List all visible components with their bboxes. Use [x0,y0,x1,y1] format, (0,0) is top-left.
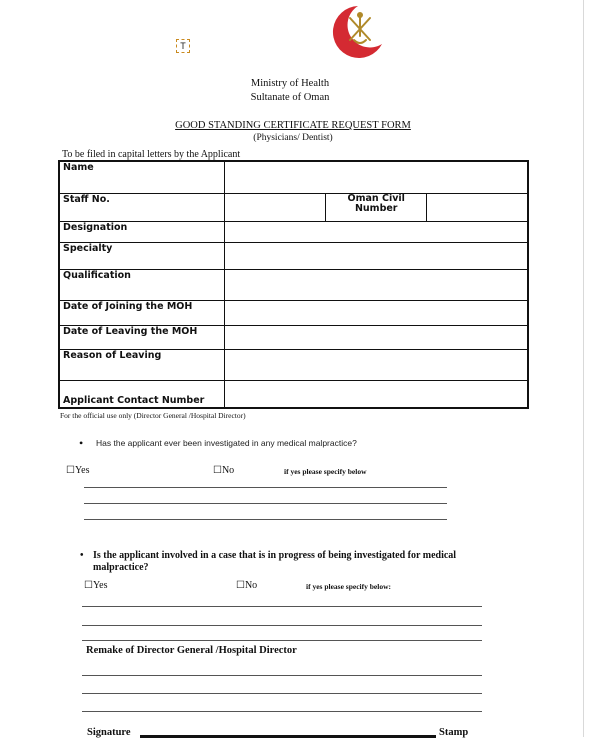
applicant-info-table [58,160,529,409]
designation-field[interactable] [225,221,529,242]
specialty-label: Specialty [59,242,225,269]
contact-number-label: Applicant Contact Number [59,380,225,408]
q1-answer-line-3[interactable] [84,519,447,520]
name-label: Name [59,161,225,193]
q2-text: Is the applicant involved in a case that is in progress of being investigated for medical malpractice? [93,550,457,573]
civil-number-label: Oman Civil Number [326,193,427,221]
name-field[interactable] [225,161,529,193]
staff-no-field[interactable] [225,193,326,221]
reason-leaving-field[interactable] [225,349,529,380]
text-box-marker[interactable]: T [176,39,190,53]
form-subtitle: (Physicians/ Dentist) [253,133,333,143]
date-leaving-label: Date of Leaving the MOH [59,325,225,349]
q2-answer-line-2[interactable] [82,625,482,626]
q1-answer-line-2[interactable] [84,503,447,504]
remarks-line-3[interactable] [82,711,482,712]
date-joining-label: Date of Joining the MOH [59,300,225,325]
oman-ministry-emblem-icon [320,4,398,60]
qualification-label: Qualification [59,269,225,300]
q2-yes-checkbox[interactable]: ☐Yes [84,580,108,591]
ministry-name: Ministry of Health [250,78,330,89]
date-joining-field[interactable] [225,300,529,325]
q1-specify-note: if yes please specify below [284,467,367,476]
director-remarks-heading: Remake of Director General /Hospital Director [86,645,297,656]
contact-number-field[interactable] [225,380,529,408]
q1-bullet: • [79,436,84,450]
q1-yes-checkbox[interactable]: ☐Yes [66,465,90,476]
sultanate-name: Sultanate of Oman [250,92,330,103]
q2-bullet: • [80,550,84,561]
designation-label: Designation [59,221,225,242]
q2-answer-line-3[interactable] [82,640,482,641]
remarks-line-1[interactable] [82,675,482,676]
stamp-label: Stamp [439,727,469,738]
q2-no-checkbox[interactable]: ☐No [236,580,258,591]
qualification-field[interactable] [225,269,529,300]
q2-answer-line-1[interactable] [82,606,482,607]
q1-no-checkbox[interactable]: ☐No [213,465,235,476]
form-title: GOOD STANDING CERTIFICATE REQUEST FORM [175,120,411,131]
signature-label: Signature [87,727,131,738]
q2-specify-note: if yes please specify below: [306,582,391,591]
date-leaving-field[interactable] [225,325,529,349]
specialty-field[interactable] [225,242,529,269]
reason-leaving-label: Reason of Leaving [59,349,225,380]
ministry-heading [240,77,340,105]
q1-text: Has the applicant ever been investigated in any medical malpractice? [96,438,357,448]
civil-number-field[interactable] [427,193,528,221]
fill-instruction: To be filed in capital letters by the Applicant [62,149,241,160]
remarks-line-2[interactable] [82,693,482,694]
page-edge-divider [583,0,584,737]
q1-answer-line-1[interactable] [84,487,447,488]
staff-no-label: Staff No. [59,193,225,221]
official-use-note: For the official use only (Director General /Hospital Director) [60,411,246,420]
